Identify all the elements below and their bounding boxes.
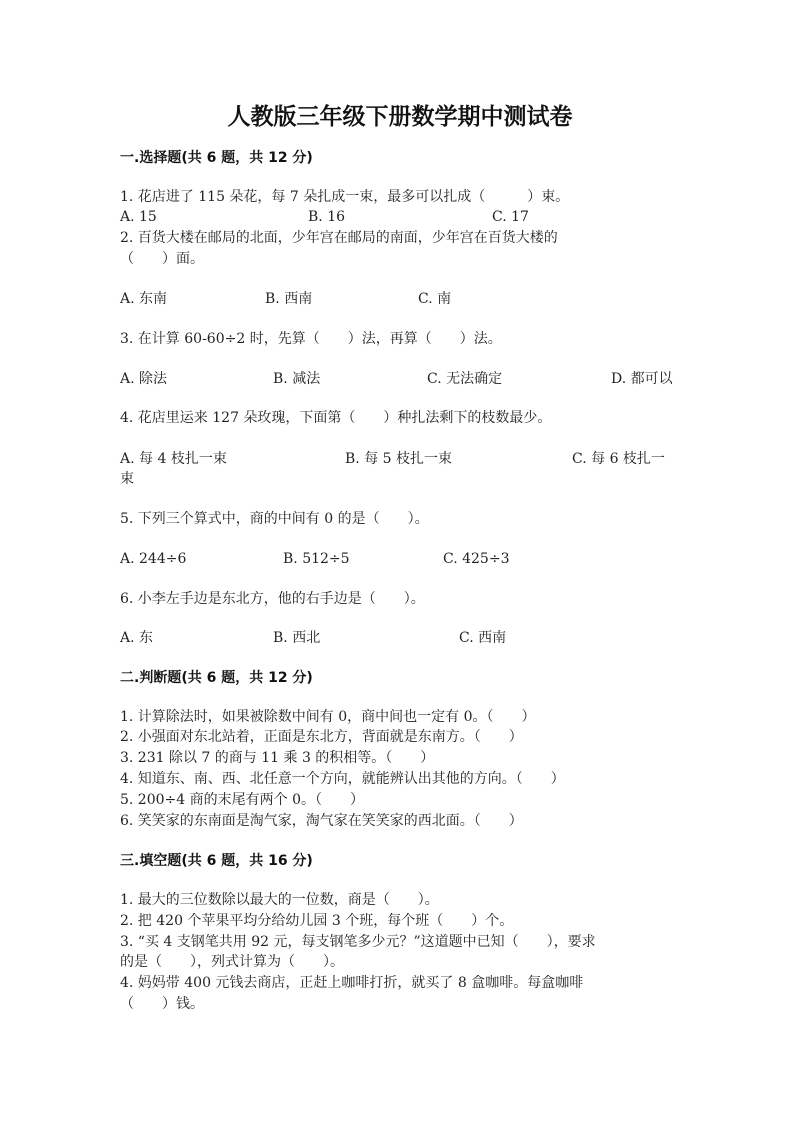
q2-option-b: B. 西南 [265, 291, 313, 307]
q6-option-b: B. 西北 [273, 630, 321, 646]
q5-option-c: C. 425÷3 [443, 551, 510, 567]
page-title: 人教版三年级下册数学期中测试卷 [227, 104, 573, 130]
judge-item: 5. 200÷4 商的末尾有两个 0。（ ） [120, 792, 364, 808]
q5-option-a: A. 244÷6 [120, 551, 187, 567]
q4-option-b: B. 每 5 枝扎一束 [345, 451, 452, 467]
q6-option-c: C. 西南 [459, 630, 507, 646]
q5-option-b: B. 512÷5 [283, 551, 350, 567]
q3-option-c: C. 无法确定 [427, 371, 503, 387]
q4-option-c-cont: 束 [120, 471, 134, 487]
judge-item: 6. 笑笑家的东南面是淘气家，淘气家在笑笑家的西北面。（ ） [120, 813, 523, 829]
q2-option-a: A. 东南 [120, 291, 168, 307]
fill-item: 4. 妈妈带 400 元钱去商店，正赶上咖啡打折，就买了 8 盒咖啡。每盒咖啡 [120, 975, 584, 991]
fill-item: 2. 把 420 个苹果平均分给幼儿园 3 个班，每个班（ ）个。 [120, 913, 514, 929]
fill-item-cont: （ ）钱。 [120, 996, 204, 1012]
question-5: 5. 下列三个算式中，商的中间有 0 的是（ ）。 [120, 511, 429, 527]
q3-option-a: A. 除法 [120, 371, 168, 387]
section-2-header: 二.判断题(共 6 题，共 12 分) [120, 670, 313, 686]
question-2: 2. 百货大楼在邮局的北面，少年宫在邮局的南面，少年宫在百货大楼的 [120, 230, 558, 246]
section-1-header: 一.选择题(共 6 题，共 12 分) [120, 150, 313, 166]
q3-option-d: D. 都可以 [611, 371, 673, 387]
q1-option-a: A. 15 [120, 209, 157, 225]
q1-option-c: C. 17 [492, 209, 529, 225]
fill-item-cont: 的是（ ），列式计算为（ ）。 [120, 954, 344, 970]
q4-option-a: A. 每 4 枝扎一束 [120, 451, 227, 467]
question-4: 4. 花店里运来 127 朵玫瑰，下面第（ ）种扎法剩下的枝数最少。 [120, 410, 552, 426]
judge-item: 1. 计算除法时，如果被除数中间有 0，商中间也一定有 0。（ ） [120, 709, 536, 725]
judge-item: 2. 小强面对东北站着，正面是东北方，背面就是东南方。（ ） [120, 729, 523, 745]
judge-item: 3. 231 除以 7 的商与 11 乘 3 的积相等。（ ） [120, 750, 435, 766]
fill-item: 1. 最大的三位数除以最大的一位数，商是（ ）。 [120, 892, 439, 908]
q1-option-b: B. 16 [308, 209, 346, 225]
q6-option-a: A. 东 [120, 630, 154, 646]
question-2-cont: （ ）面。 [120, 251, 204, 267]
question-1: 1. 花店进了 115 朵花，每 7 朵扎成一束，最多可以扎成（ ）束。 [120, 189, 570, 205]
question-3: 3. 在计算 60-60÷2 时，先算（ ）法，再算（ ）法。 [120, 331, 502, 347]
judge-item: 4. 知道东、南、西、北任意一个方向，就能辨认出其他的方向。（ ） [120, 771, 565, 787]
q3-option-b: B. 减法 [273, 371, 321, 387]
question-6: 6. 小李左手边是东北方，他的右手边是（ ）。 [120, 591, 425, 607]
q4-option-c: C. 每 6 枝扎一 [572, 451, 665, 467]
fill-item: 3. “买 4 支钢笔共用 92 元，每支钢笔多少元？”这道题中已知（ ），要求 [120, 934, 596, 950]
q2-option-c: C. 南 [418, 291, 452, 307]
section-3-header: 三.填空题(共 6 题，共 16 分) [120, 853, 313, 869]
